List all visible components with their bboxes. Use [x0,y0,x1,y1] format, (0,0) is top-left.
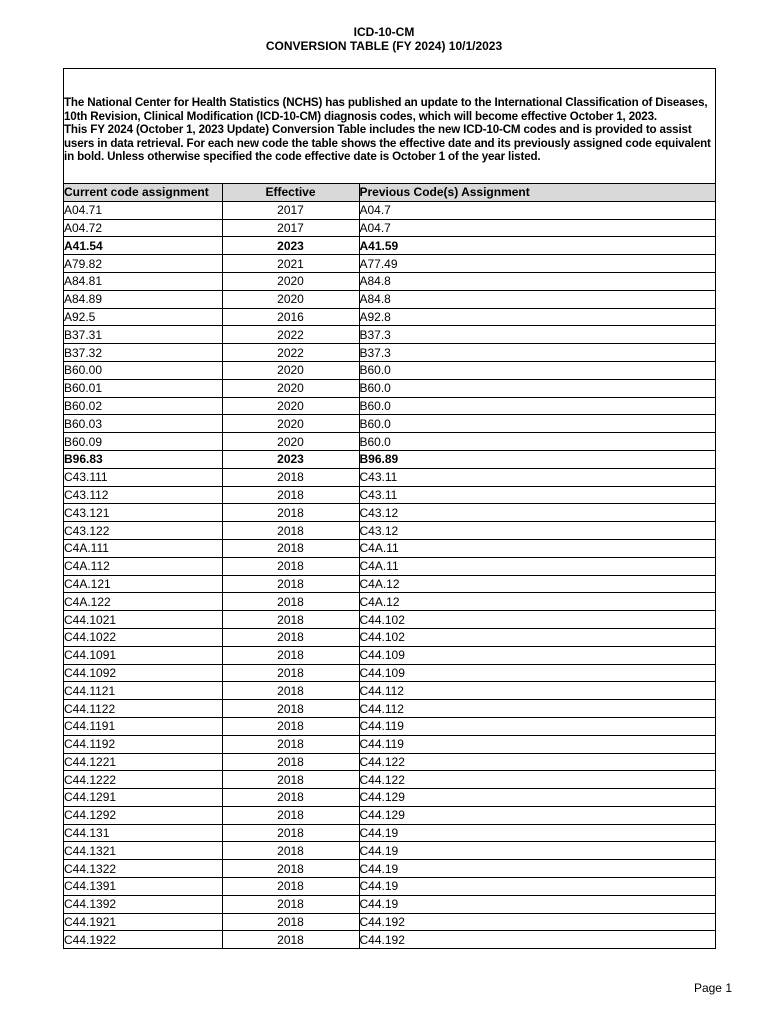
cell-previous-code: B60.0 [359,397,715,415]
cell-effective-year: 2023 [222,237,359,255]
cell-previous-code: B60.0 [359,379,715,397]
table-row [64,789,715,807]
table-row [64,878,715,896]
cell-current-code: C4A.111 [64,539,222,557]
cell-effective-year: 2018 [222,931,359,948]
table-row [64,308,715,326]
cell-current-code: B60.03 [64,415,222,433]
cell-current-code: C44.1291 [64,789,222,807]
cell-effective-year: 2017 [222,201,359,219]
cell-previous-code: C4A.11 [359,539,715,557]
cell-effective-year: 2020 [222,397,359,415]
table-row [64,361,715,379]
intro-paragraph-2: This FY 2024 (October 1, 2023 Update) Conversion Table includes the new ICD-10-CM codes and is provided to assist users in data retrieval. For each new code the table shows the effective date and its previously assigned code equivalent in bold. Unless otherwise specified the code effective date is October 1 of the year listed. [64,123,711,163]
table-row [64,931,715,948]
cell-current-code: C44.1321 [64,842,222,860]
cell-current-code: A84.89 [64,290,222,308]
table-row [64,237,715,255]
document-title [0,25,768,53]
cell-current-code: C44.1292 [64,806,222,824]
cell-previous-code: B60.0 [359,433,715,451]
table-row [64,824,715,842]
cell-effective-year: 2020 [222,290,359,308]
table-row [64,771,715,789]
cell-previous-code: C44.19 [359,860,715,878]
cell-previous-code: C4A.12 [359,575,715,593]
cell-previous-code: A84.8 [359,272,715,290]
cell-current-code: A79.82 [64,255,222,273]
cell-previous-code: A92.8 [359,308,715,326]
cell-effective-year: 2018 [222,611,359,629]
cell-effective-year: 2021 [222,255,359,273]
column-header-current: Current code assignment [64,184,222,202]
table-row [64,664,715,682]
cell-current-code: C43.121 [64,504,222,522]
cell-effective-year: 2017 [222,219,359,237]
table-row [64,913,715,931]
cell-previous-code: C44.109 [359,664,715,682]
cell-current-code: C44.1091 [64,646,222,664]
cell-previous-code: C44.102 [359,611,715,629]
intro-paragraph-1: The National Center for Health Statistics (NCHS) has published an update to the International Classification of Diseases, 10th Revision, Clinical Modification (ICD-10-CM) diagnosis codes, which will become effective October 1, 2023. [64,96,708,123]
column-header-previous: Previous Code(s) Assignment [359,184,715,202]
cell-previous-code: C44.102 [359,628,715,646]
cell-current-code: C43.122 [64,522,222,540]
cell-effective-year: 2018 [222,700,359,718]
cell-previous-code: B37.3 [359,326,715,344]
cell-current-code: C44.1121 [64,682,222,700]
cell-previous-code: C44.19 [359,824,715,842]
cell-current-code: A04.71 [64,201,222,219]
table-row [64,504,715,522]
table-row [64,522,715,540]
cell-previous-code: C4A.11 [359,557,715,575]
cell-previous-code: C44.112 [359,682,715,700]
cell-current-code: C4A.122 [64,593,222,611]
cell-current-code: B37.32 [64,344,222,362]
table-row [64,539,715,557]
cell-effective-year: 2018 [222,539,359,557]
cell-previous-code: C43.12 [359,522,715,540]
title-line-1: ICD-10-CM [353,25,415,39]
cell-previous-code: C44.122 [359,771,715,789]
cell-previous-code: A77.49 [359,255,715,273]
cell-previous-code: C44.129 [359,806,715,824]
cell-effective-year: 2018 [222,628,359,646]
table-row [64,415,715,433]
cell-current-code: B60.09 [64,433,222,451]
table-row [64,272,715,290]
table-row [64,201,715,219]
table-row [64,557,715,575]
cell-previous-code: B96.89 [359,450,715,468]
table-row [64,700,715,718]
cell-effective-year: 2023 [222,450,359,468]
table-row [64,682,715,700]
cell-effective-year: 2018 [222,771,359,789]
table-row [64,326,715,344]
cell-previous-code: C44.122 [359,753,715,771]
cell-current-code: C43.111 [64,468,222,486]
cell-effective-year: 2016 [222,308,359,326]
table-row [64,842,715,860]
cell-effective-year: 2018 [222,593,359,611]
cell-previous-code: B37.3 [359,344,715,362]
cell-effective-year: 2018 [222,664,359,682]
cell-current-code: B96.83 [64,450,222,468]
table-row [64,468,715,486]
table-row [64,717,715,735]
cell-effective-year: 2020 [222,272,359,290]
cell-previous-code: C44.192 [359,931,715,948]
table-row [64,593,715,611]
cell-current-code: A41.54 [64,237,222,255]
cell-current-code: C44.1322 [64,860,222,878]
table-row [64,219,715,237]
cell-effective-year: 2018 [222,806,359,824]
cell-effective-year: 2020 [222,415,359,433]
cell-current-code: C44.1921 [64,913,222,931]
table-row [64,433,715,451]
cell-current-code: A92.5 [64,308,222,326]
cell-current-code: C44.1221 [64,753,222,771]
cell-effective-year: 2018 [222,646,359,664]
cell-previous-code: B60.0 [359,415,715,433]
table-row [64,379,715,397]
table-row [64,806,715,824]
cell-effective-year: 2018 [222,753,359,771]
cell-current-code: C44.1192 [64,735,222,753]
cell-previous-code: C44.119 [359,735,715,753]
cell-previous-code: A41.59 [359,237,715,255]
cell-current-code: B37.31 [64,326,222,344]
cell-previous-code: C44.19 [359,878,715,896]
table-row [64,450,715,468]
cell-effective-year: 2018 [222,717,359,735]
title-line-2: CONVERSION TABLE (FY 2024) 10/1/2023 [265,39,503,53]
cell-current-code: C44.1392 [64,895,222,913]
page-number: Page 1 [693,981,732,995]
cell-current-code: C43.112 [64,486,222,504]
table-row [64,611,715,629]
cell-effective-year: 2018 [222,557,359,575]
table-row [64,895,715,913]
cell-previous-code: C44.109 [359,646,715,664]
cell-effective-year: 2018 [222,824,359,842]
cell-effective-year: 2018 [222,735,359,753]
cell-effective-year: 2018 [222,682,359,700]
cell-current-code: C4A.121 [64,575,222,593]
column-header-effective: Effective [222,184,359,202]
cell-effective-year: 2022 [222,326,359,344]
cell-previous-code: C44.19 [359,842,715,860]
cell-current-code: C44.1922 [64,931,222,948]
conversion-sheet [63,68,716,949]
cell-current-code: C44.1021 [64,611,222,629]
cell-effective-year: 2020 [222,361,359,379]
cell-previous-code: C44.192 [359,913,715,931]
cell-previous-code: B60.0 [359,361,715,379]
table-row [64,860,715,878]
cell-effective-year: 2018 [222,504,359,522]
cell-previous-code: A84.8 [359,290,715,308]
cell-previous-code: C43.11 [359,468,715,486]
intro-text [64,69,715,183]
cell-previous-code: C44.112 [359,700,715,718]
cell-effective-year: 2018 [222,575,359,593]
table-row [64,344,715,362]
cell-current-code: C44.1191 [64,717,222,735]
cell-effective-year: 2020 [222,379,359,397]
cell-current-code: C44.1222 [64,771,222,789]
table-header-row [64,184,715,202]
cell-previous-code: C44.119 [359,717,715,735]
cell-current-code: A04.72 [64,219,222,237]
table-row [64,575,715,593]
cell-effective-year: 2018 [222,486,359,504]
cell-previous-code: A04.7 [359,201,715,219]
cell-previous-code: C4A.12 [359,593,715,611]
cell-current-code: C4A.112 [64,557,222,575]
table-row [64,646,715,664]
table-body [64,201,715,948]
cell-effective-year: 2018 [222,913,359,931]
cell-effective-year: 2018 [222,522,359,540]
cell-previous-code: C43.11 [359,486,715,504]
cell-effective-year: 2018 [222,878,359,896]
cell-current-code: B60.02 [64,397,222,415]
table-row [64,753,715,771]
cell-effective-year: 2022 [222,344,359,362]
cell-current-code: C44.1022 [64,628,222,646]
cell-effective-year: 2018 [222,789,359,807]
cell-effective-year: 2018 [222,860,359,878]
cell-current-code: B60.01 [64,379,222,397]
cell-effective-year: 2018 [222,895,359,913]
table-row [64,486,715,504]
cell-current-code: C44.1122 [64,700,222,718]
conversion-table [64,183,715,948]
cell-effective-year: 2018 [222,842,359,860]
table-row [64,735,715,753]
cell-previous-code: C43.12 [359,504,715,522]
cell-current-code: C44.1092 [64,664,222,682]
cell-current-code: C44.1391 [64,878,222,896]
cell-current-code: A84.81 [64,272,222,290]
cell-previous-code: C44.129 [359,789,715,807]
cell-effective-year: 2018 [222,468,359,486]
cell-current-code: C44.131 [64,824,222,842]
cell-current-code: B60.00 [64,361,222,379]
cell-effective-year: 2020 [222,433,359,451]
table-row [64,628,715,646]
cell-previous-code: C44.19 [359,895,715,913]
cell-previous-code: A04.7 [359,219,715,237]
table-row [64,290,715,308]
table-row [64,255,715,273]
table-row [64,397,715,415]
